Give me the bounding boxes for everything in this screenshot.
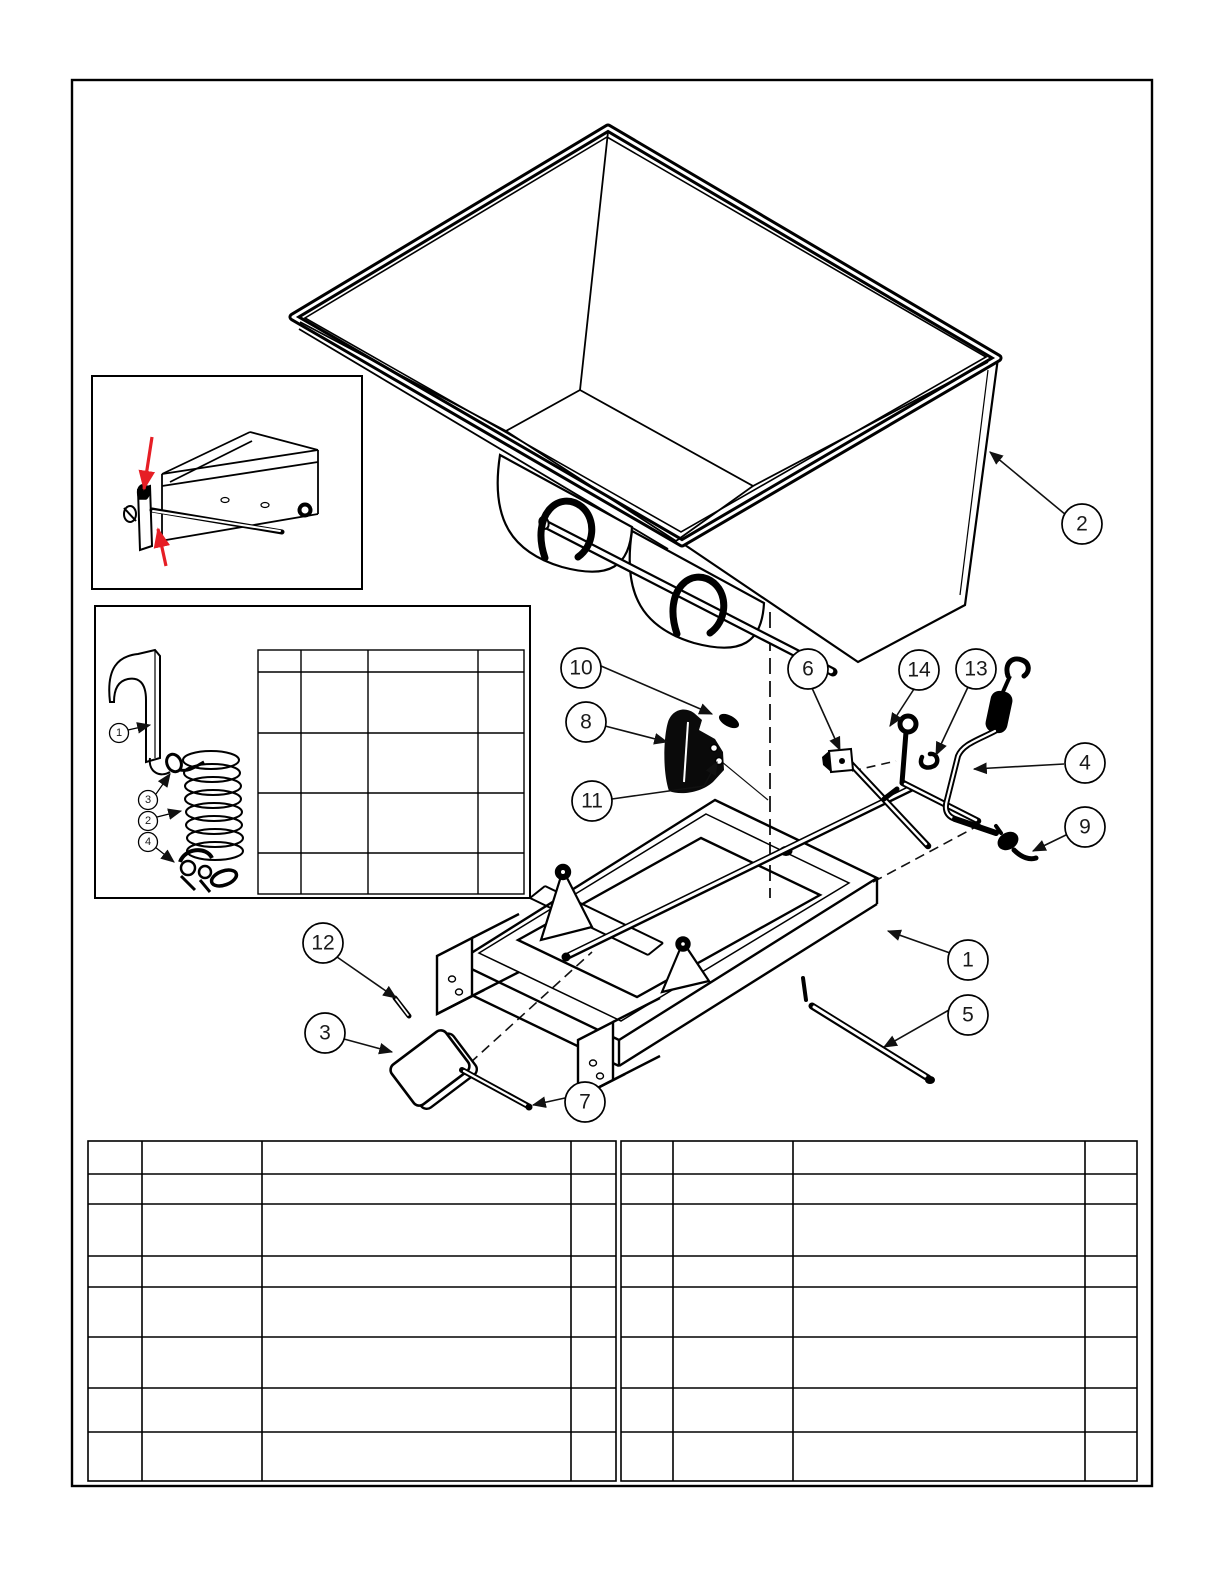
callout-1-label: 1 (962, 948, 974, 972)
alignment-dash-pedal (470, 952, 592, 1063)
callout-10-label: 10 (569, 656, 593, 680)
callout-9 (1065, 807, 1105, 847)
hopper-interior-seam (580, 132, 608, 390)
callout-4 (1065, 743, 1105, 783)
latch-plate-cluster (664, 710, 741, 794)
cable-clamp (994, 826, 1036, 859)
parts-table-right (621, 1141, 1137, 1481)
latch-cam (717, 711, 742, 731)
latch-rod (822, 749, 928, 846)
leader-3 (344, 1039, 392, 1052)
spring-detail-inset (95, 606, 530, 898)
lever-spring (984, 689, 1014, 735)
callout-5 (948, 995, 988, 1035)
callout-8 (566, 702, 606, 742)
callout-10 (561, 648, 601, 688)
callout-11 (572, 781, 612, 821)
inset-callout-2-label: 2 (144, 815, 152, 827)
pedal-rod (462, 1070, 533, 1111)
inset-callout-3-label: 3 (144, 794, 152, 806)
inset-callout-1-label: 1 (115, 727, 123, 739)
inset-callout-4-label: 4 (144, 836, 152, 848)
callout-8-label: 8 (580, 710, 592, 734)
callout-7 (565, 1082, 605, 1122)
callout-3-label: 3 (319, 1021, 331, 1045)
callout-2 (1062, 504, 1102, 544)
callout-1 (948, 940, 988, 980)
callout-5-label: 5 (962, 1003, 974, 1027)
release-handle-rod (562, 788, 913, 962)
callout-7-label: 7 (579, 1090, 591, 1114)
callout-9-label: 9 (1079, 815, 1091, 839)
callout-3 (305, 1013, 345, 1053)
callout-14 (899, 650, 939, 690)
leader-10 (601, 666, 712, 714)
c-link (921, 754, 937, 768)
alignment-line-latch (716, 757, 768, 800)
callout-11-label: 11 (581, 789, 603, 813)
callout-2-label: 2 (1076, 512, 1088, 536)
leader-9 (1033, 834, 1068, 851)
inset-callout-4 (139, 833, 158, 852)
leader-7 (533, 1098, 565, 1105)
leader-6 (812, 688, 840, 750)
callout-12-label: 12 (311, 931, 335, 955)
callout-4-label: 4 (1079, 751, 1091, 775)
inset-callout-2 (139, 812, 158, 831)
inset-callout-1 (110, 724, 129, 743)
callout-6 (788, 649, 828, 689)
callout-13 (956, 649, 996, 689)
leader-5 (884, 1010, 949, 1047)
leader-12 (337, 957, 396, 998)
leader-8 (605, 726, 667, 742)
alignment-dash-lever (873, 823, 983, 882)
callout-12 (303, 923, 343, 963)
inset-border (92, 376, 362, 589)
leader-1 (888, 931, 950, 953)
leader-2 (990, 452, 1066, 515)
leader-4 (974, 764, 1064, 769)
callout-13-label: 13 (964, 657, 988, 681)
latch-pin (711, 745, 718, 752)
pivot-gusset-right (662, 938, 709, 993)
lock-rod (803, 978, 935, 1084)
parts-table-left (88, 1141, 616, 1481)
hopper-bin (293, 128, 998, 672)
callout-14-label: 14 (907, 658, 931, 682)
pedal-pin (395, 998, 409, 1016)
inset-callout-3 (139, 791, 158, 810)
callout-6-label: 6 (802, 657, 814, 681)
lever-assembly (884, 659, 1036, 859)
pin-detail-inset (92, 376, 362, 589)
